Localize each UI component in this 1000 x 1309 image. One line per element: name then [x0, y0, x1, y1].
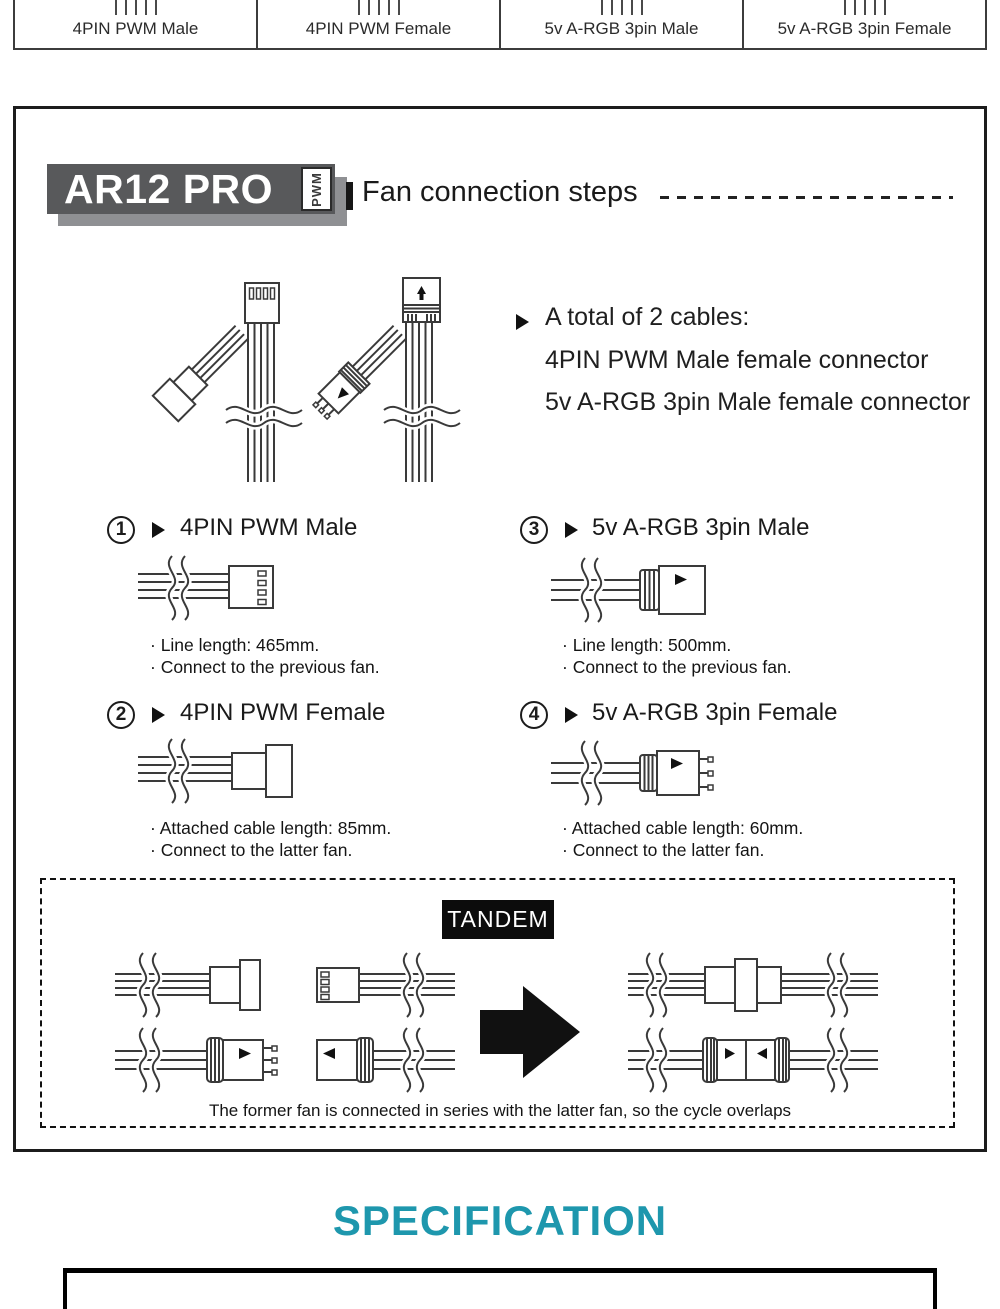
wire-break-icon — [226, 407, 302, 426]
triangle-bullet-icon — [152, 707, 165, 723]
strip-cell-pwm-male — [15, 0, 258, 48]
step-note: · Connect to the previous fan. — [150, 657, 380, 677]
specification-heading: SPECIFICATION — [332, 1197, 668, 1244]
strip-cell-pwm-female — [258, 0, 501, 48]
triangle-bullet-icon — [565, 522, 578, 538]
step-title: 5v A-RGB 3pin Male — [592, 514, 810, 541]
cables-note-line1: 4PIN PWM Male female connector — [545, 346, 929, 374]
pwm-cable-graphic — [153, 283, 302, 482]
argb-female-connector-graphic — [545, 735, 720, 815]
wire-break-icon — [169, 739, 188, 803]
step-number-badge: 2 — [107, 701, 135, 729]
tandem-diagram — [55, 948, 945, 1098]
connector-type-strip — [13, 0, 987, 50]
strip-cell-argb-female — [744, 0, 985, 48]
step-number-badge: 4 — [520, 701, 548, 729]
product-name: AR12 PRO — [64, 166, 274, 212]
step-title: 4PIN PWM Male — [180, 514, 358, 541]
triangle-bullet-icon — [516, 314, 529, 330]
step-note: · Connect to the previous fan. — [562, 657, 792, 677]
tandem-pwm-joined-graphic — [628, 953, 878, 1017]
step-title: 5v A-RGB 3pin Female — [592, 699, 838, 726]
section-heading: Fan connection steps — [362, 176, 638, 208]
step-title: 4PIN PWM Female — [180, 699, 386, 726]
step-note: · Connect to the latter fan. — [150, 840, 353, 860]
argb-cable-graphic — [309, 278, 460, 482]
tandem-argb-male-graphic — [115, 1028, 277, 1092]
step-note: · Attached cable length: 85mm. — [150, 818, 392, 838]
argb-male-connector-graphic — [545, 552, 720, 632]
step-note: · Line length: 500mm. — [562, 635, 732, 655]
strip-label: 5v A-RGB 3pin Female — [777, 19, 952, 38]
heading-dashed-line — [660, 196, 953, 199]
wire-break-icon — [169, 556, 188, 620]
pwm-badge-text: PWM — [309, 171, 324, 207]
strip-cell-argb-male — [501, 0, 744, 48]
strip-label: 5v A-RGB 3pin Male — [544, 19, 699, 38]
triangle-bullet-icon — [565, 707, 578, 723]
connector-pins-icon — [358, 0, 400, 15]
tandem-caption: The former fan is connected in series with the latter fan, so the cycle overlaps — [208, 1101, 792, 1120]
transform-arrow-icon — [480, 986, 580, 1078]
wire-break-icon — [384, 407, 460, 426]
tandem-argb-joined-graphic — [628, 1028, 878, 1092]
specification-table-box — [63, 1268, 937, 1309]
triangle-bullet-icon — [152, 522, 165, 538]
tandem-pwm-male-graphic — [317, 953, 455, 1017]
tandem-pwm-female-graphic — [115, 953, 260, 1017]
tandem-argb-female-graphic — [317, 1028, 455, 1092]
step-number-badge: 3 — [520, 516, 548, 544]
cables-note-line2: 5v A-RGB 3pin Male female connector — [545, 388, 971, 416]
strip-label: 4PIN PWM Male — [72, 19, 199, 38]
connector-pins-icon — [115, 0, 157, 15]
tandem-label: TANDEM — [442, 900, 554, 939]
step-note: · Connect to the latter fan. — [562, 840, 765, 860]
product-logo — [47, 164, 335, 214]
step-note: · Attached cable length: 60mm. — [562, 818, 804, 838]
connector-pins-icon — [844, 0, 886, 15]
step-number-badge: 1 — [107, 516, 135, 544]
pwm-female-connector-graphic — [132, 735, 307, 815]
pwm-badge — [301, 167, 332, 211]
heading-bar-icon — [346, 182, 353, 210]
strip-label: 4PIN PWM Female — [305, 19, 452, 38]
cables-note-intro: A total of 2 cables: — [545, 303, 750, 331]
connector-pins-icon — [601, 0, 643, 15]
step-note: · Line length: 465mm. — [150, 635, 320, 655]
cables-overview-graphic — [128, 262, 473, 487]
pwm-male-connector-graphic — [132, 552, 307, 632]
